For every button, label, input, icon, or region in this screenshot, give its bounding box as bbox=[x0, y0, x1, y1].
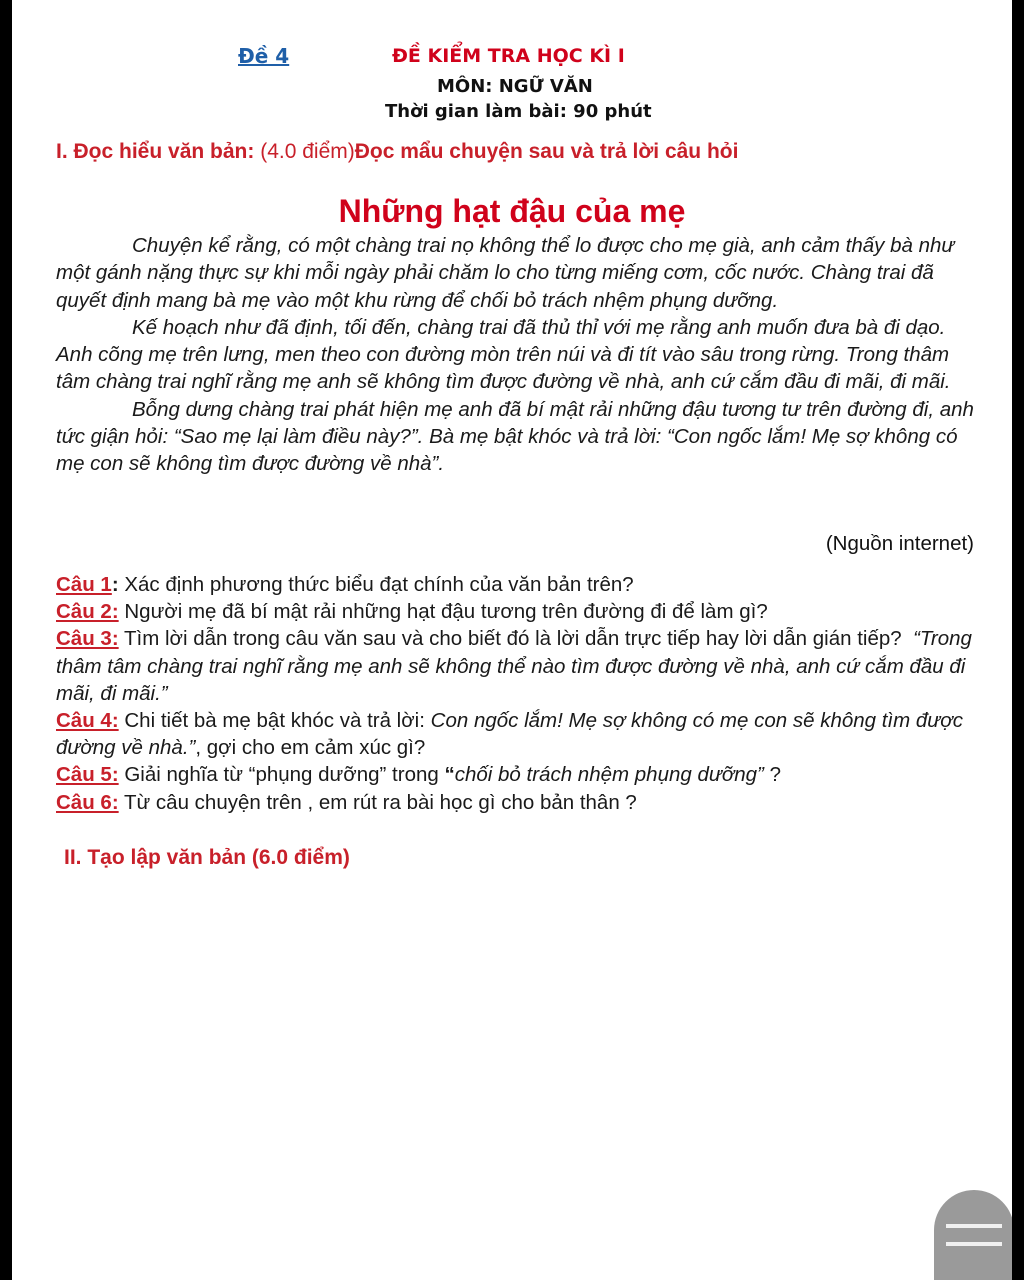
question-label: Câu 2: bbox=[56, 600, 119, 624]
question-text-end: ? bbox=[763, 763, 781, 787]
question-text: Người mẹ đã bí mật rải những hạt đậu tương trên đường đi để làm gì? bbox=[124, 600, 768, 624]
question-4 bbox=[56, 707, 986, 761]
subject-label: MÔN: NGỮ VĂN bbox=[437, 76, 593, 97]
exam-number-label: Đề 4 bbox=[238, 44, 290, 68]
question-text: Chi tiết bà mẹ bật khóc và trả lời: bbox=[124, 709, 431, 733]
question-quote: Con ngốc lắm! Mẹ sợ không có mẹ con sẽ không tìm được đường về nhà.” bbox=[56, 709, 963, 760]
question-text: Giải nghĩa từ “phụng dưỡng” trong bbox=[124, 763, 445, 787]
story-paragraph: Chuyện kể rằng, có một chàng trai nọ không thể lo được cho mẹ già, anh cảm thấy bà như một gánh nặng thực sự khi mỗi ngày phải chăm lo cho từng miếng cơm, cốc nước. Chàng trai đã quyết định mang bà mẹ vào một khu rừng để chối bỏ trách nhệm phụng dưỡng. bbox=[56, 234, 955, 312]
section-1-title: I. Đọc hiểu văn bản: bbox=[56, 140, 255, 163]
question-text: Từ câu chuyện trên , em rút ra bài học gì cho bản thân ? bbox=[123, 790, 637, 814]
question-label: Câu 1 bbox=[56, 573, 112, 596]
question-quote: chối bỏ trách nhệm phụng dưỡng” bbox=[454, 763, 764, 787]
question-text: Xác định phương thức biểu đạt chính của văn bản trên? bbox=[124, 573, 634, 596]
question-label: Câu 5: bbox=[56, 763, 119, 787]
section-1-instruction: Đọc mẩu chuyện sau và trả lời câu hỏi bbox=[354, 140, 739, 163]
story-body bbox=[56, 232, 986, 478]
question-6 bbox=[56, 789, 986, 816]
grip-line bbox=[946, 1242, 1002, 1246]
question-list bbox=[56, 571, 986, 816]
story-paragraph: Kế hoạch như đã định, tối đến, chàng trai đã thủ thỉ với mẹ rằng anh muốn đưa bà đi dạo. Anh cõng mẹ trên lưng, men theo con đường mòn trên núi và đi tít vào sâu trong rừng. Trong thâm tâm chàng trai nghĩ rằng mẹ anh sẽ không tìm được đường về nhà, anh cứ cắm đầu đi mãi, đi mãi. bbox=[56, 315, 951, 394]
question-1 bbox=[56, 571, 986, 598]
question-label: Câu 6: bbox=[56, 790, 119, 814]
section-1-points: (4.0 điểm) bbox=[254, 140, 355, 163]
exam-title: ĐỀ KIỂM TRA HỌC KÌ I bbox=[392, 45, 625, 67]
question-quote: “Trong thâm tâm chàng trai nghĩ rằng mẹ anh sẽ không thể nào tìm được đường về nhà, anh cứ cắm đầu đi mãi, đi mãi.” bbox=[56, 627, 972, 705]
story-source: (Nguồn internet) bbox=[825, 532, 974, 555]
exam-page bbox=[12, 0, 1012, 1280]
grip-line bbox=[946, 1224, 1002, 1228]
question-5 bbox=[56, 761, 986, 788]
question-2 bbox=[56, 598, 986, 625]
question-open-quote: “ bbox=[444, 763, 455, 787]
question-3 bbox=[56, 625, 986, 707]
question-text: Tìm lời dẫn trong câu văn sau và cho biết đó là lời dẫn trực tiếp hay lời dẫn gián tiếp? bbox=[123, 627, 902, 651]
story-title: Những hạt đậu của mẹ bbox=[338, 193, 686, 229]
time-limit: Thời gian làm bài: 90 phút bbox=[385, 101, 652, 122]
section-1-heading bbox=[56, 140, 738, 164]
story-paragraph: Bỗng dưng chàng trai phát hiện mẹ anh đã bí mật rải những đậu tương tư trên đường đi, anh tức giận hỏi: “Sao mẹ lại làm điều này?”. Bà mẹ bật khóc và trả lời: “Con ngốc lắm! Mẹ sợ không có mẹ con sẽ không tìm được đường về nhà”. bbox=[56, 397, 974, 476]
question-label: Câu 4: bbox=[56, 709, 119, 733]
scroll-handle[interactable] bbox=[934, 1190, 1012, 1280]
question-text-end: , gợi cho em cảm xúc gì? bbox=[195, 736, 426, 760]
question-label: Câu 3: bbox=[56, 627, 119, 651]
section-2-heading: II. Tạo lập văn bản (6.0 điểm) bbox=[64, 846, 350, 869]
question-separator: : bbox=[111, 573, 125, 596]
